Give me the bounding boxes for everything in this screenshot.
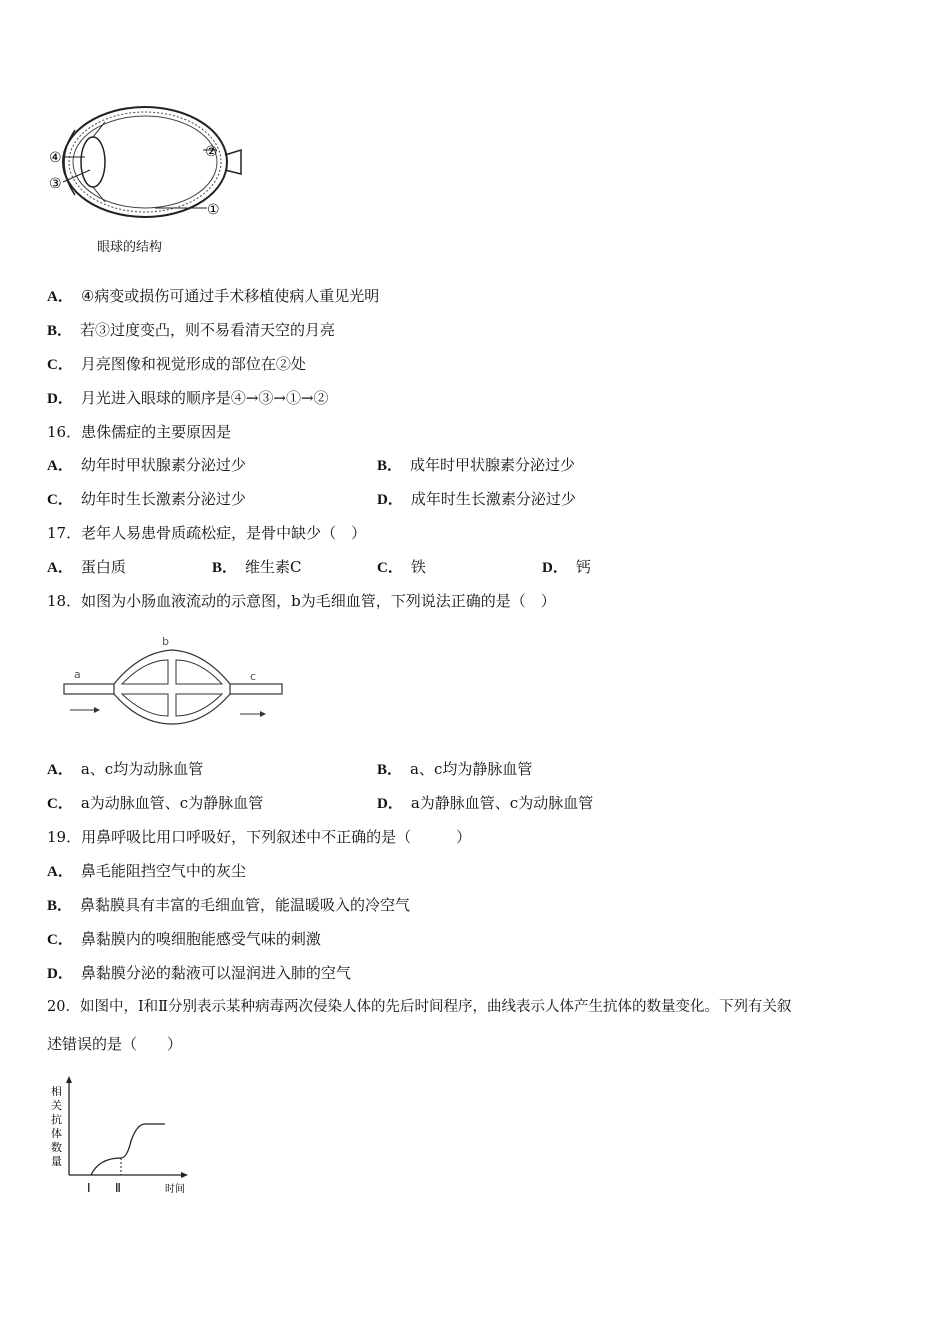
q18-stem: 18．如图为小肠血液流动的示意图，b为毛细血管，下列说法正确的是（ ） (47, 592, 556, 610)
q17-stem: 17．老年人易患骨质疏松症，是骨中缺少（ ） (47, 524, 367, 542)
label-a: a (74, 668, 81, 681)
label-2: ② (205, 144, 218, 160)
vessel-a (64, 684, 114, 694)
y-axis-arrow (66, 1076, 72, 1083)
label-b: b (162, 635, 169, 648)
label-4: ④ (49, 150, 62, 166)
q17-option-d[interactable]: D． 钙 (542, 558, 591, 576)
lens-shape (81, 137, 105, 187)
q19-option-d[interactable]: D． 鼻黏膜分泌的黏液可以湿润进入肺的空气 (47, 964, 351, 982)
y-axis-label-char: 数 (51, 1141, 62, 1154)
label-1: ① (207, 202, 220, 218)
x-tick-i: Ⅰ (87, 1181, 91, 1195)
label-3: ③ (49, 176, 62, 192)
flow-arrow-out-head (260, 711, 266, 717)
vessel-c (230, 684, 282, 694)
q15-option-b[interactable]: B． 若③过度变凸，则不易看清天空的月亮 (47, 321, 336, 339)
q18-option-c[interactable]: C． a为动脉血管、c为静脉血管 (47, 794, 264, 812)
flow-arrow-in-head (94, 707, 100, 713)
q19-option-b[interactable]: B． 鼻黏膜具有丰富的毛细血管，能温暖吸入的冷空气 (47, 896, 411, 914)
q17-option-c[interactable]: C． 铁 (377, 558, 426, 576)
sclera-outline (63, 107, 227, 217)
q15-option-a[interactable]: A． ④病变或损伤可通过手术移植使病人重见光明 (47, 287, 380, 305)
capillary-loop-3 (122, 694, 168, 716)
q16-option-b[interactable]: B． 成年时甲状腺素分泌过少 (377, 456, 576, 474)
choroid-outline (69, 112, 221, 212)
capillary-loop-4 (176, 694, 222, 716)
eye-caption: 眼球的结构 (97, 240, 163, 255)
q18-option-a[interactable]: A． a、c均为动脉血管 (47, 760, 204, 778)
eye-structure-figure (45, 100, 245, 260)
q16-option-a[interactable]: A． 幼年时甲状腺素分泌过少 (47, 456, 246, 474)
capillary-loop-2 (176, 660, 222, 684)
q15-option-d[interactable]: D． 月光进入眼球的顺序是④→③→①→② (47, 389, 329, 407)
x-axis-label: 时间 (165, 1184, 185, 1195)
label-3-line (63, 170, 90, 182)
y-axis-label-char: 量 (51, 1155, 62, 1168)
q15-option-c[interactable]: C． 月亮图像和视觉形成的部位在②处 (47, 355, 306, 373)
capillary-top (114, 650, 230, 684)
q19-option-a[interactable]: A． 鼻毛能阻挡空气中的灰尘 (47, 862, 246, 880)
retina-outline (73, 116, 217, 208)
q18-option-b[interactable]: B． a、c均为静脉血管 (377, 760, 533, 778)
capillary-bottom (114, 694, 230, 724)
x-tick-ii: Ⅱ (115, 1181, 121, 1195)
q17-option-b[interactable]: B． 维生素C (212, 558, 302, 576)
y-axis-label-char: 抗 (51, 1113, 62, 1126)
capillary-loop-1 (122, 660, 168, 684)
capillary-figure (60, 632, 290, 727)
antibody-chart-svg (45, 1075, 205, 1205)
q16-option-d[interactable]: D． 成年时生长激素分泌过少 (377, 490, 576, 508)
y-axis-label-char: 关 (51, 1099, 62, 1112)
capillary-diagram (60, 632, 290, 727)
q18-option-d[interactable]: D． a为静脉血管、c为动脉血管 (377, 794, 594, 812)
antibody-curve (91, 1124, 165, 1175)
q20-stem-line1: 20．如图中，Ⅰ和Ⅱ分别表示某种病毒两次侵染人体的先后时间程序，曲线表示人体产生抗体的数量变化。下列有关叙 (47, 999, 792, 1015)
y-axis-label-char: 体 (51, 1127, 62, 1140)
q17-option-a[interactable]: A． 蛋白质 (47, 558, 126, 576)
q19-option-c[interactable]: C． 鼻黏膜内的嗅细胞能感受气味的刺激 (47, 930, 321, 948)
x-axis-arrow (181, 1172, 188, 1178)
q16-stem: 16．患侏儒症的主要原因是 (47, 423, 232, 441)
q19-stem: 19．用鼻呼吸比用口呼吸好，下列叙述中不正确的是（ ） (47, 828, 472, 846)
q16-option-c[interactable]: C． 幼年时生长激素分泌过少 (47, 490, 246, 508)
antibody-chart (45, 1075, 205, 1205)
y-axis-label-text (51, 1084, 62, 1168)
q20-stem-line2: 述错误的是（ ） (47, 1035, 183, 1053)
label-c: c (250, 670, 257, 683)
y-axis-label (51, 1084, 62, 1168)
y-axis-label-char: 相 (51, 1085, 62, 1098)
